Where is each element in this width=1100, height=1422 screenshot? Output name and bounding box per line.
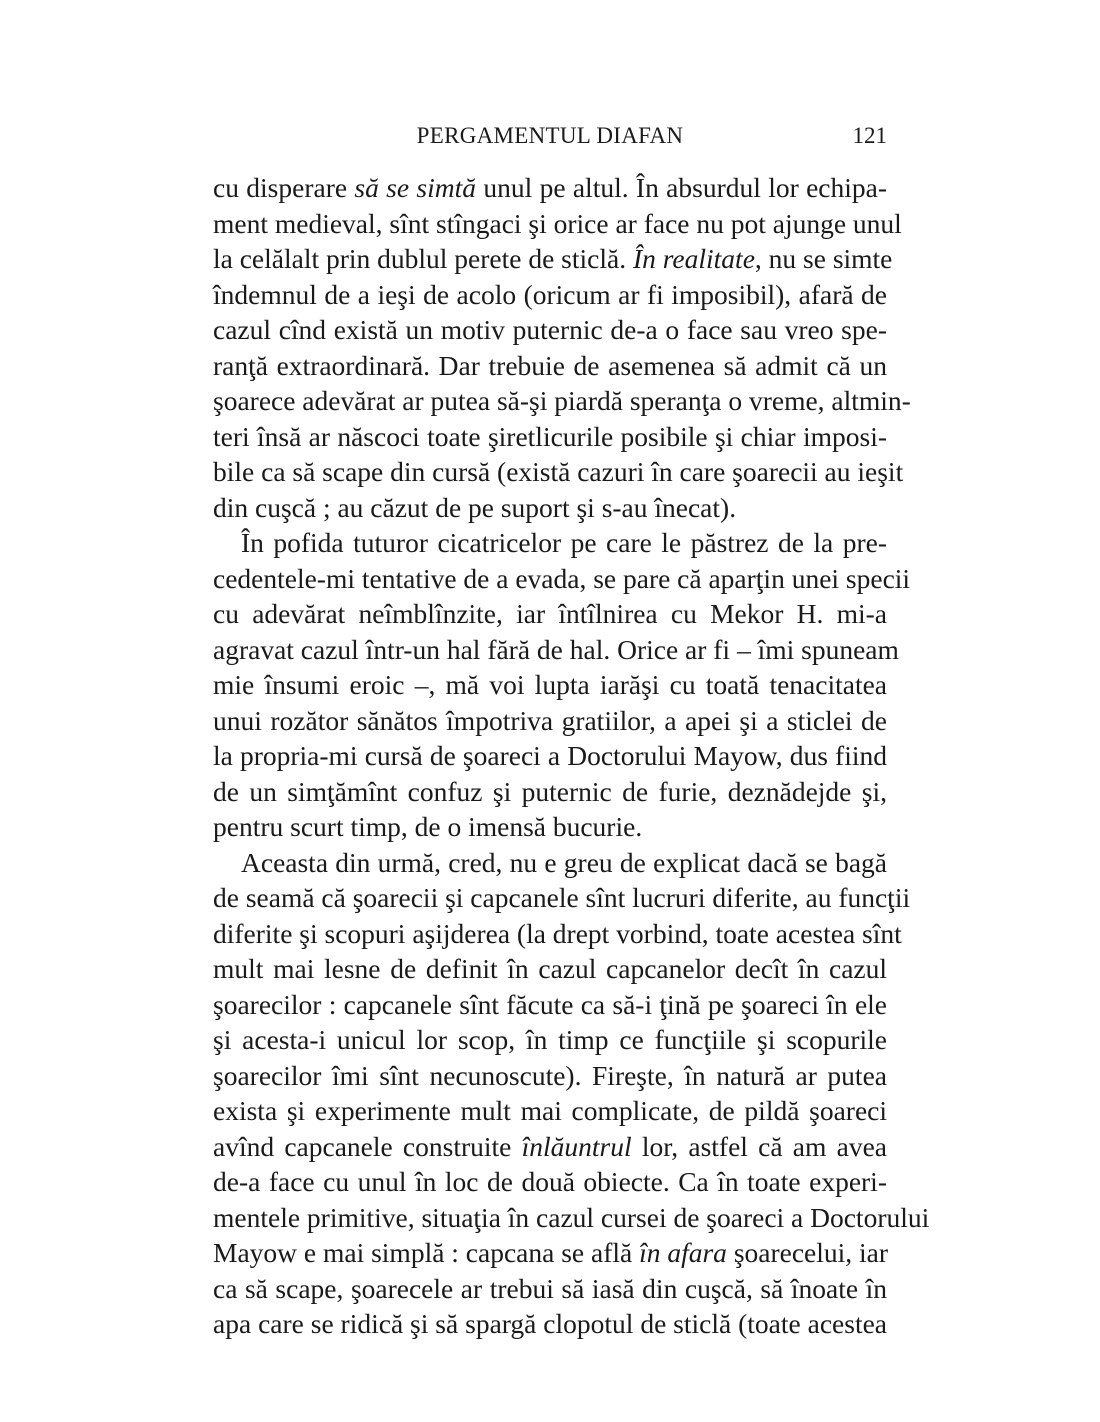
text-line — [213, 738, 887, 774]
text-segment: şoarecilor îmi sînt necunoscute). Fireşte, în natură ar putea — [213, 1059, 887, 1091]
text-segment: cazul cînd există un motiv puternic de-a o face sau vreo spe- — [213, 314, 887, 345]
text-segment: de seamă că şoarecii şi capcanele sînt lucruri diferite, au funcţii — [213, 882, 911, 913]
text-segment: cedentele-mi tentative de a evada, se pare că aparţin unei specii — [213, 562, 911, 594]
text-segment: de-a face cu unul în loc de două obiecte. Ca în toate experi- — [213, 1166, 887, 1197]
text-line — [213, 1093, 887, 1129]
text-line — [213, 1058, 887, 1094]
text-segment: mult mai lesne de definit în cazul capcanelor decît în cazul — [213, 953, 887, 984]
text-line — [213, 916, 902, 952]
text-segment: şoarecelui, iar — [726, 1237, 889, 1268]
text-line — [213, 454, 904, 490]
text-line — [213, 703, 887, 739]
text-line — [213, 1306, 887, 1342]
text-segment: Mayow e mai simplă : capcana se află — [213, 1237, 640, 1268]
text-segment: , nu se simte — [754, 243, 893, 274]
text-line — [213, 1022, 887, 1058]
text-segment: cu disperare — [213, 172, 355, 203]
page-header — [213, 118, 887, 154]
italic-text: să se simtă — [354, 172, 477, 203]
text-line — [213, 525, 887, 561]
text-segment: ranţă extraordinară. Dar trebuie de asemenea să admit că un — [213, 349, 887, 381]
text-line — [213, 490, 887, 526]
text-segment: exista şi experimente mult mai complicate, de pildă şoareci — [213, 1095, 887, 1126]
text-line — [213, 880, 911, 916]
text-line — [213, 1200, 930, 1236]
text-segment: pentru scurt timp, de o imensă bucurie. — [213, 811, 643, 842]
italic-text: În realitate — [632, 243, 755, 274]
paragraph — [213, 525, 911, 845]
text-line — [213, 774, 887, 810]
text-segment: îndemnul de a ieşi de acolo (oricum ar fi imposibil), afară de — [213, 278, 887, 310]
text-segment: ca să scape, şoarecele ar trebui să iasă din cuşcă, să înoate în — [213, 1272, 887, 1304]
text-segment: la propria-mi cursă de şoareci a Doctorului Mayow, dus fiind — [213, 740, 887, 771]
text-line — [213, 1271, 887, 1307]
paragraph — [213, 845, 930, 1342]
text-segment: mie însumi eroic –, mă voi lupta iarăşi cu toată tenacitatea — [213, 669, 887, 700]
italic-text: în afara — [639, 1237, 727, 1268]
text-line — [213, 241, 893, 277]
text-segment: la celălalt prin dublul perete de sticlă. — [213, 243, 633, 274]
text-line — [213, 632, 899, 668]
text-segment: unul pe altul. În absurdul lor echipa- — [476, 172, 887, 203]
text-segment: avînd capcanele construite — [213, 1130, 522, 1162]
page-number: 121 — [852, 123, 887, 148]
text-segment: agravat cazul într-un hal fără de hal. Orice ar fi – îmi spuneam — [213, 633, 899, 665]
text-segment: bile ca să scape din cursă (există cazuri în care şoarecii au ieşit — [213, 456, 904, 487]
text-segment: apa care se ridică şi să spargă clopotul de sticlă (toate acestea — [213, 1308, 887, 1339]
text-line — [213, 312, 887, 348]
text-segment: din cuşcă ; au căzut de pe suport şi s-au înecat). — [213, 491, 737, 523]
text-line — [213, 667, 887, 703]
text-segment: diferite şi scopuri aşijderea (la drept vorbind, toate acestea sînt — [213, 917, 902, 949]
text-segment: teri însă ar născoci toate şiretlicurile posibile şi chiar imposi- — [213, 420, 887, 452]
text-segment: şoarece adevărat ar putea să-şi piardă speranţa o vreme, altmin- — [213, 385, 911, 416]
text-line — [213, 206, 902, 242]
text-line — [213, 1164, 887, 1200]
text-line — [213, 419, 887, 455]
text-line — [213, 383, 911, 419]
text-line — [213, 845, 887, 881]
text-segment: lor, astfel că am avea — [631, 1130, 887, 1162]
text-segment: ment medieval, sînt stîngaci şi orice ar face nu pot ajunge unul — [213, 207, 902, 239]
text-segment: de un simţămînt confuz şi puternic de furie, deznădejde şi, — [213, 775, 887, 807]
text-line — [213, 596, 887, 632]
text-line — [213, 1235, 887, 1271]
body-text — [213, 170, 930, 1342]
paragraph — [213, 170, 911, 525]
text-segment: şoarecilor : capcanele sînt făcute ca să-i ţină pe şoareci în ele — [213, 988, 887, 1020]
text-line — [213, 1129, 887, 1165]
text-segment: În pofida tuturor cicatricelor pe care le păstrez de la pre- — [241, 527, 887, 558]
text-segment: Aceasta din urmă, cred, nu e greu de explicat dacă se bagă — [241, 846, 887, 878]
running-title: PERGAMENTUL DIAFAN — [416, 123, 684, 148]
text-line — [213, 170, 887, 206]
text-segment: unui rozător sănătos împotriva gratiilor, a apei şi a sticlei de — [213, 704, 887, 736]
text-line — [213, 951, 887, 987]
text-segment: şi acesta-i unicul lor scop, în timp ce funcţiile şi scopurile — [213, 1024, 887, 1055]
text-line — [213, 809, 887, 845]
text-line — [213, 561, 911, 597]
text-line — [213, 987, 887, 1023]
italic-text: înlăuntrul — [521, 1130, 632, 1162]
text-segment: cu adevărat neîmblînzite, iar întîlnirea cu Mekor H. mi-a — [213, 598, 887, 629]
text-line — [213, 277, 887, 313]
text-segment: mentele primitive, situaţia în cazul cursei de şoareci a Doctorului — [213, 1201, 930, 1233]
text-line — [213, 348, 887, 384]
